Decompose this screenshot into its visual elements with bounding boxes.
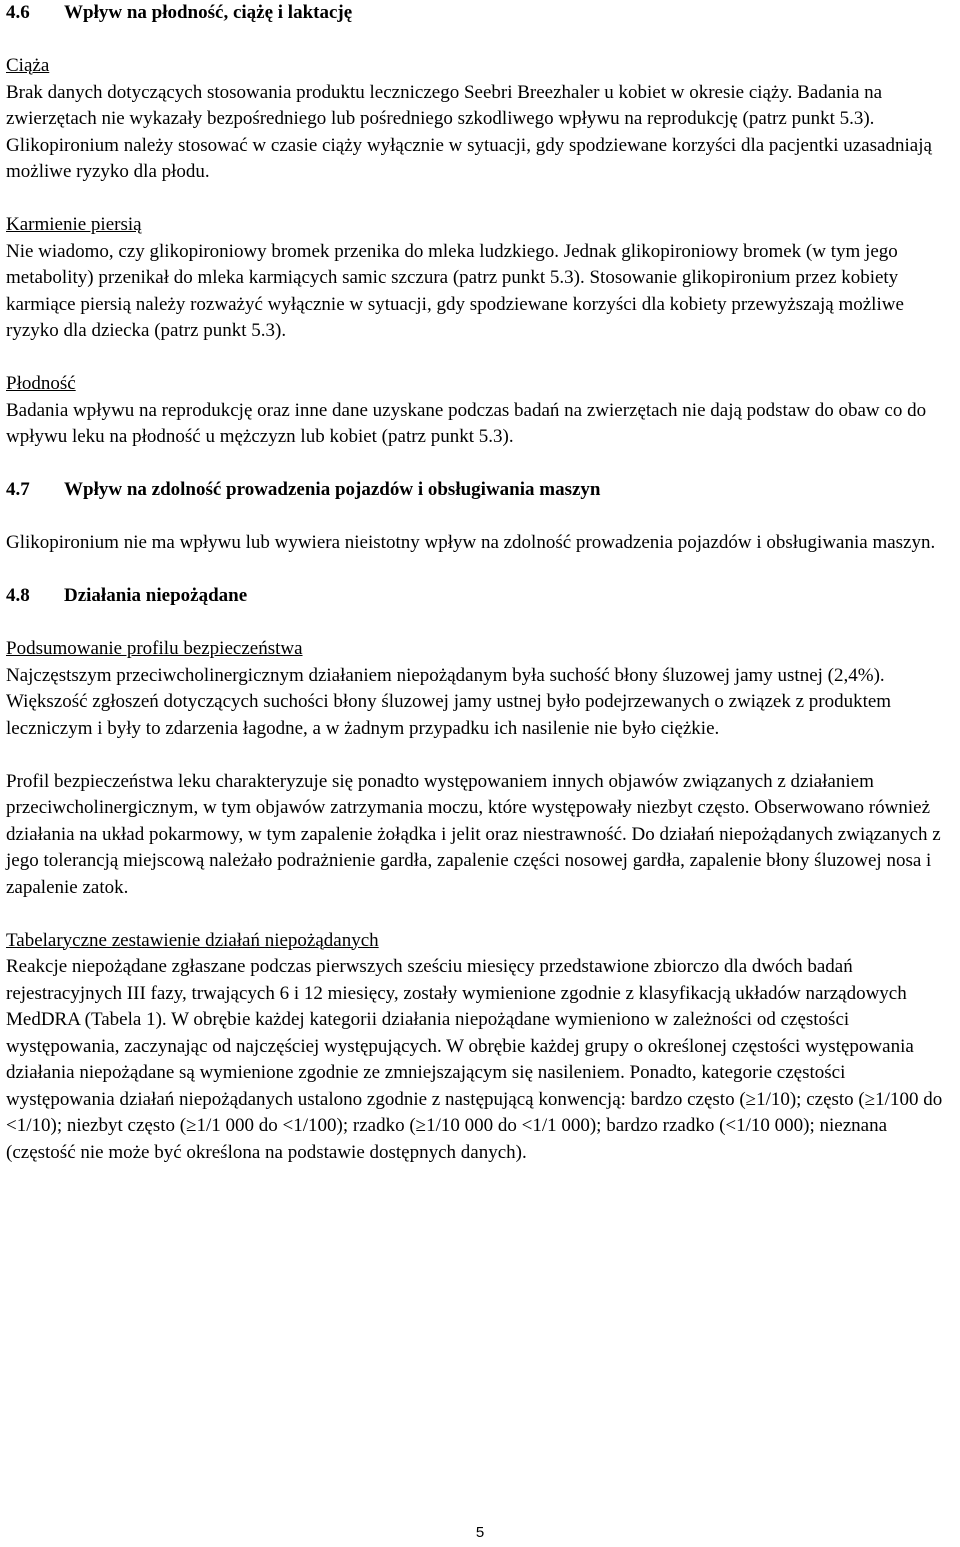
fertility-paragraph: Badania wpływu na reprodukcję oraz inne dane uzyskane podczas badań na zwierzętach nie dają podstaw do obaw co do wpływu leku na płodność u mężczyzn lub kobiet (patrz punkt 5.3). <box>6 399 927 447</box>
profile-paragraph: Profil bezpieczeństwa leku charakteryzuje się ponadto występowaniem innych objawów związanych z działaniem przeciwcholinergicznym, w tym objawów zatrzymania moczu, które występowały niezbyt często. Obserwowano również działania na układ pokarmowy, w tym zapalenie żołądka i jelit oraz niestrawność. Do działań niepożądanych związanych z jego tolerancją miejscową należało podrażnienie gardła, zapalenie części nosowej gardła, zapalenie błony śluzowej nosa i zapalenie zatok. <box>6 770 941 898</box>
spacer <box>6 610 956 637</box>
tabulated-summary-paragraph: Reakcje niepożądane zgłaszane podczas pierwszych sześciu miesięcy przedstawione zbiorczo dla dwóch badań rejestracyjnych III fazy, trwających 6 i 12 miesięcy, zostały wymienione zgodnie z klasyfikacją układów narządowych MedDRA (Tabela 1). W obrębie każdej kategorii działania niepożądane wymieniono w zależności od częstości występowania, zaczynając od najczęściej występujących. W obrębie każdej grupy o określonej częstości występowania działania niepożądane są wymienione zgodnie ze zmniejszającym się nasileniem. Ponadto, kategorie częstości występowania działań niepożądanych ustalono zgodnie z następującą konwencją: bardzo często (≥1/10); często (≥1/100 do <1/10); niezbyt często (≥1/1 000 do <1/100); rzadko (≥1/10 000 do <1/1 000); bardzo rzadko (<1/10 000); nieznana (częstość nie może być określona na podstawie dostępnych danych). <box>6 956 943 1163</box>
section-title: Wpływ na płodność, ciążę i laktację <box>64 2 353 23</box>
section-title: Wpływ na zdolność prowadzenia pojazdów i obsługiwania maszyn <box>64 479 601 500</box>
section-title: Działania niepożądane <box>64 585 248 606</box>
section-4-8-heading <box>6 583 956 610</box>
page-number: 5 <box>475 1524 485 1541</box>
section-4-8 <box>6 583 956 1166</box>
safety-profile-paragraph: Najczęstszym przeciwcholinergicznym działaniem niepożądanym była suchość błony śluzowej jamy ustnej (2,4%). Większość zgłoszeń dotyczących suchości błony śluzowej jamy ustnej było podejrzewanych o związek z produktem leczniczym i były to zdarzenia łagodne, a w żadnym przypadku ich nasilenie nie było ciężkie. <box>6 664 892 739</box>
section-4-6 <box>6 0 956 477</box>
breastfeeding-heading: Karmienie piersią <box>6 214 142 235</box>
pregnancy-paragraph: Brak danych dotyczących stosowania produktu leczniczego Seebri Breezhaler u kobiet w okresie ciąży. Badania na zwierzętach nie wykazały bezpośredniego lub pośredniego szkodliwego wpływu na reprodukcję (patrz punkt 5.3). Glikopironium należy stosować w czasie ciąży wyłącznie w sytuacji, gdy spodziewane korzyści dla pacjentki uzasadniają możliwe ryzyko dla płodu. <box>6 81 932 182</box>
safety-profile-heading: Podsumowanie profilu bezpieczeństwa <box>6 638 303 659</box>
document-page <box>6 0 956 1166</box>
spacer <box>6 742 956 769</box>
spacer <box>6 451 956 478</box>
spacer <box>6 27 956 54</box>
spacer <box>6 345 956 372</box>
driving-paragraph: Glikopironium nie ma wpływu lub wywiera nieistotny wpływ na zdolność prowadzenia pojazdów i obsługiwania maszyn. <box>6 532 936 553</box>
spacer <box>6 504 956 531</box>
pregnancy-heading: Ciąża <box>6 55 50 76</box>
section-4-7 <box>6 477 956 583</box>
spacer <box>6 901 956 928</box>
section-number: 4.6 <box>6 2 30 23</box>
spacer <box>6 557 956 584</box>
section-4-7-heading <box>6 477 956 504</box>
fertility-heading: Płodność <box>6 373 76 394</box>
breastfeeding-paragraph: Nie wiadomo, czy glikopironiowy bromek przenika do mleka ludzkiego. Jednak glikopironiowy bromek (w tym jego metabolity) przenikał do mleka karmiących samic szczura (patrz punkt 5.3). Stosowanie glikopironium przez kobiety karmiące piersią należy rozważyć wyłącznie w sytuacji, gdy spodziewane korzyści dla kobiety przewyższają możliwe ryzyko dla dziecka (patrz punkt 5.3). <box>6 240 904 341</box>
tabulated-summary-heading: Tabelaryczne zestawienie działań niepożądanych <box>6 929 379 951</box>
section-number: 4.7 <box>6 479 30 500</box>
section-4-6-heading <box>6 0 956 27</box>
section-number: 4.8 <box>6 585 30 606</box>
spacer <box>6 186 956 213</box>
